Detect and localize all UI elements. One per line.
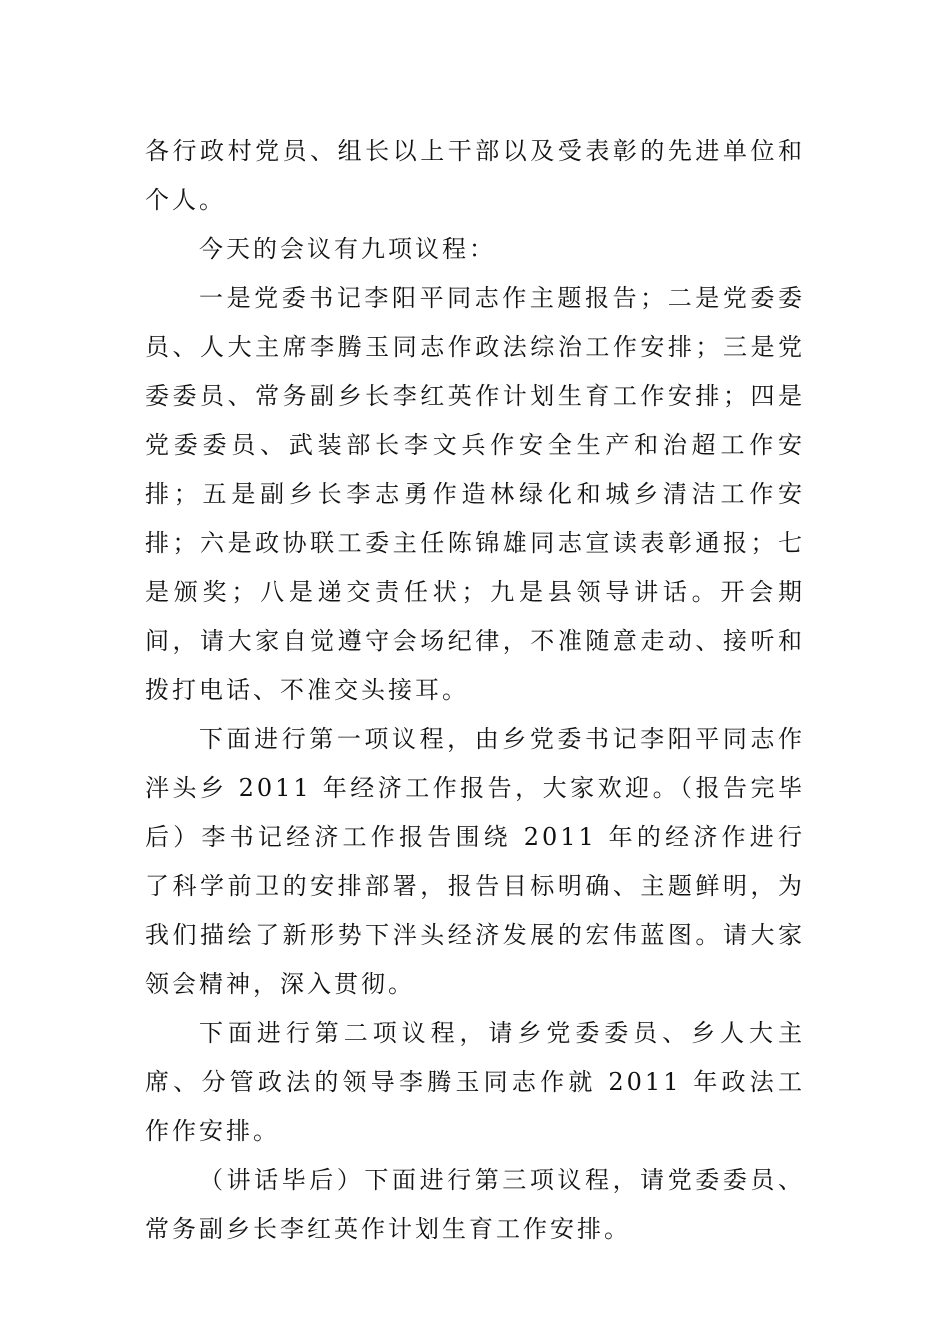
paragraph-item-one: 下面进行第一项议程，由乡党委书记李阳平同志作泮头乡 2011 年经济工作报告，大家欢迎。（报告完毕后）李书记经济工作报告围绕 2011 年的经济作进行了科学前卫的安排部署，报告目标明确、主题鲜明，为我们描绘了新形势下泮头经济发展的宏伟蓝图。请大家领会精神，深入贯彻。 [145, 725, 805, 998]
document-body [145, 127, 805, 1254]
paragraph-agenda-items: 一是党委书记李阳平同志作主题报告；二是党委委员、人大主席李腾玉同志作政法综治工作安排；三是党委委员、常务副乡长李红英作计划生育工作安排；四是党委委员、武装部长李文兵作安全生产和治超工作安排；五是副乡长李志勇作造林绿化和城乡清洁工作安排；六是政协联工委主任陈锦雄同志宣读表彰通报；七是颁奖；八是递交责任状；九是县领导讲话。开会期间，请大家自觉遵守会场纪律，不准随意走动、接听和拨打电话、不准交头接耳。 [145, 284, 805, 704]
paragraph-continuation: 各行政村党员、组长以上干部以及受表彰的先进单位和个人。 [145, 137, 805, 214]
paragraph-item-three: （讲话毕后）下面进行第三项议程，请党委委员、常务副乡长李红英作计划生育工作安排。 [145, 1166, 805, 1243]
paragraph-agenda-intro: 今天的会议有九项议程： [199, 235, 496, 263]
paragraph-item-two: 下面进行第二项议程，请乡党委委员、乡人大主席、分管政法的领导李腾玉同志作就 2011 年政法工作作安排。 [145, 1019, 805, 1145]
